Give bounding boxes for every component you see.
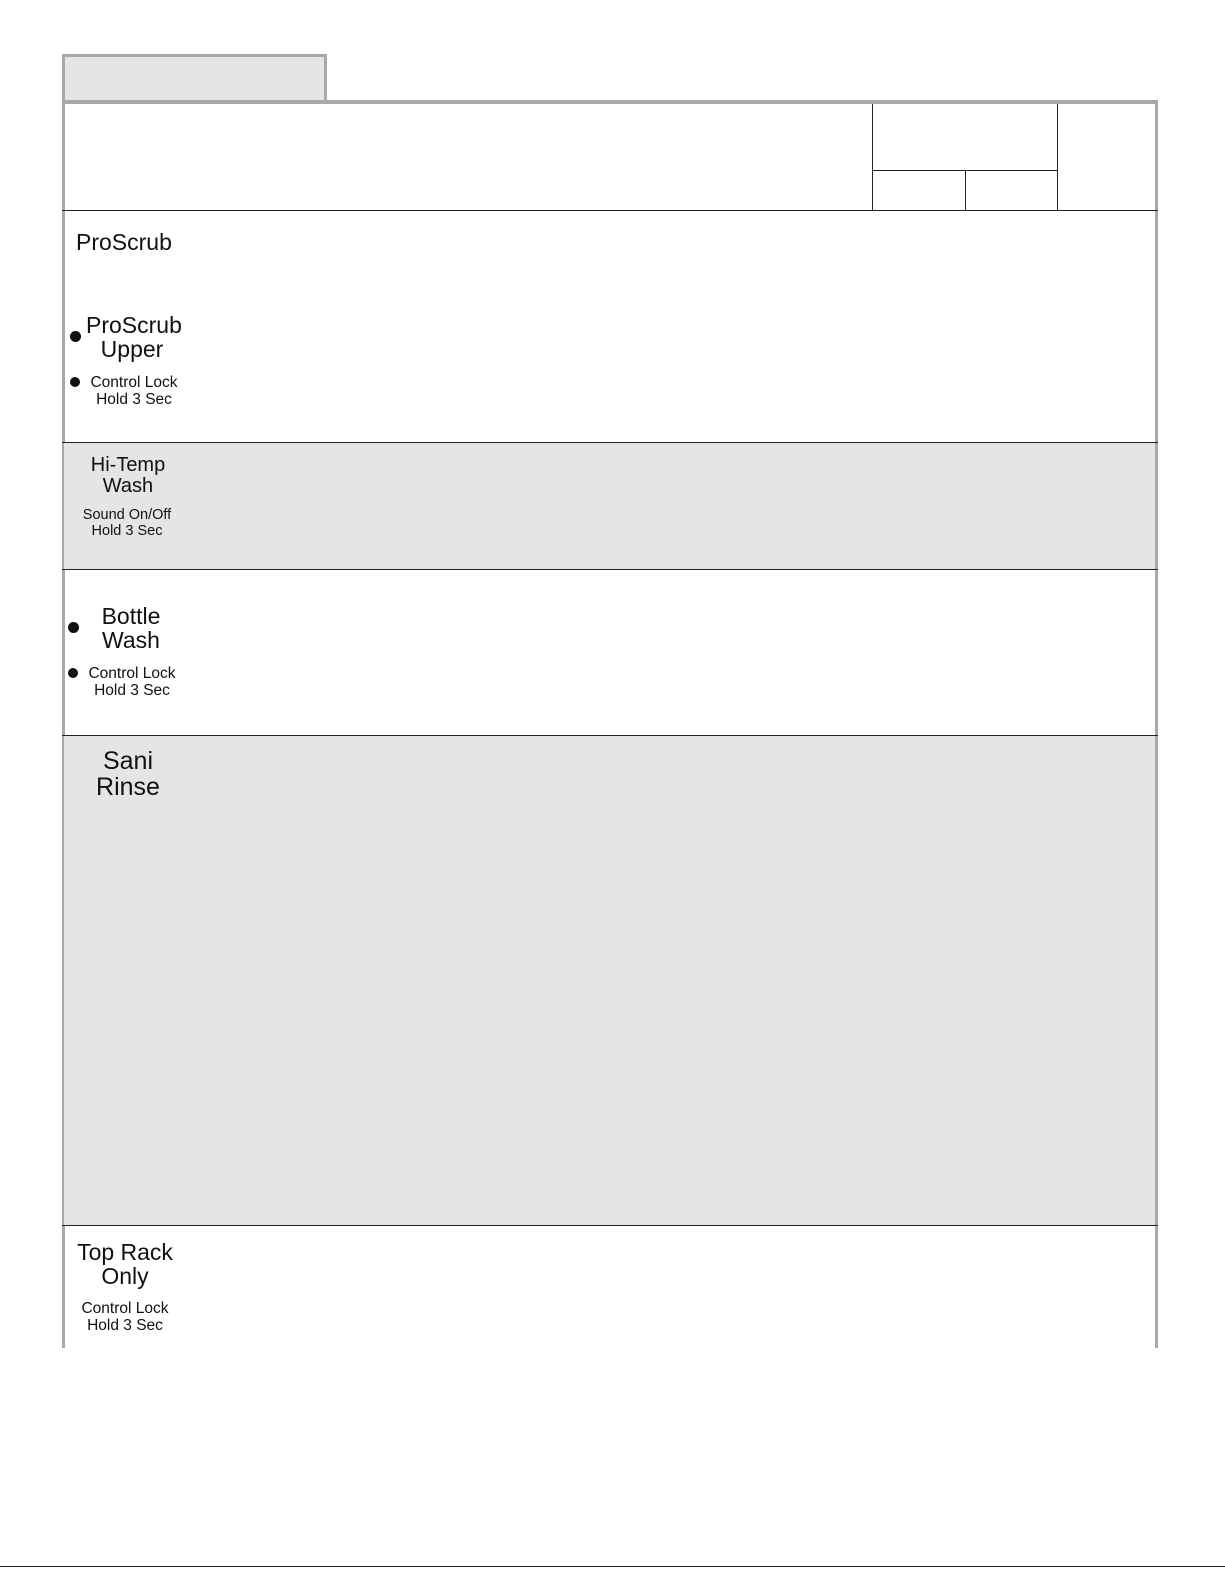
proscrub-upper-label [86, 312, 182, 363]
proscrub-upper-line-2: Upper [100, 336, 164, 363]
top-rack-only-sub [74, 1300, 176, 1335]
bottle-wash-indicator [68, 622, 79, 633]
header-divider-2 [1057, 104, 1058, 210]
hold-text: Hold 3 Sec [91, 522, 163, 539]
control-lock-text: Control Lock [81, 1300, 169, 1317]
control-lock-text: Control Lock [90, 374, 178, 391]
hi-temp-line-2: Wash [102, 475, 154, 497]
header-divider-3 [965, 170, 966, 210]
top-rack-line-2: Only [101, 1263, 149, 1290]
row-separator [62, 1225, 1158, 1226]
header-tab [62, 54, 327, 103]
row-separator [62, 442, 1158, 443]
control-lock-text: Control Lock [88, 665, 176, 682]
hi-temp-band [64, 443, 1155, 569]
page-bottom-rule [0, 1566, 1225, 1567]
sani-rinse-band [64, 736, 1155, 1225]
control-lock-indicator [70, 377, 80, 387]
header-subdivider [872, 170, 1058, 171]
bottle-wash-line-2: Wash [102, 627, 160, 654]
row-separator [62, 569, 1158, 570]
proscrub-upper-line-1: ProScrub [86, 312, 182, 338]
hold-text: Hold 3 Sec [87, 1317, 163, 1335]
bottle-wash-line-1: Bottle [101, 603, 161, 629]
hi-temp-wash-label [78, 455, 178, 497]
frame-right-border [1155, 100, 1158, 1348]
bottle-wash-label [84, 604, 178, 652]
proscrub-upper-sub [86, 374, 182, 409]
frame-top-border [62, 100, 1157, 104]
row-separator [62, 735, 1158, 736]
sani-rinse-label [82, 748, 174, 801]
proscrub-upper-indicator [70, 331, 81, 342]
hi-temp-line-1: Hi-Temp [90, 454, 166, 476]
sound-toggle-text: Sound On/Off [82, 507, 172, 523]
sani-rinse-line-1: Sani [102, 747, 154, 775]
proscrub-label: ProScrub [76, 229, 172, 255]
header-divider-1 [872, 104, 873, 210]
top-rack-line-1: Top Rack [77, 1239, 173, 1265]
sani-rinse-line-2: Rinse [96, 773, 160, 802]
bottle-wash-sub [84, 665, 180, 700]
row-separator [62, 210, 1158, 211]
hold-text: Hold 3 Sec [96, 391, 172, 409]
top-rack-only-label [74, 1240, 176, 1288]
hold-text: Hold 3 Sec [94, 682, 170, 700]
control-lock-indicator [68, 668, 78, 678]
hi-temp-wash-sub [76, 508, 178, 540]
